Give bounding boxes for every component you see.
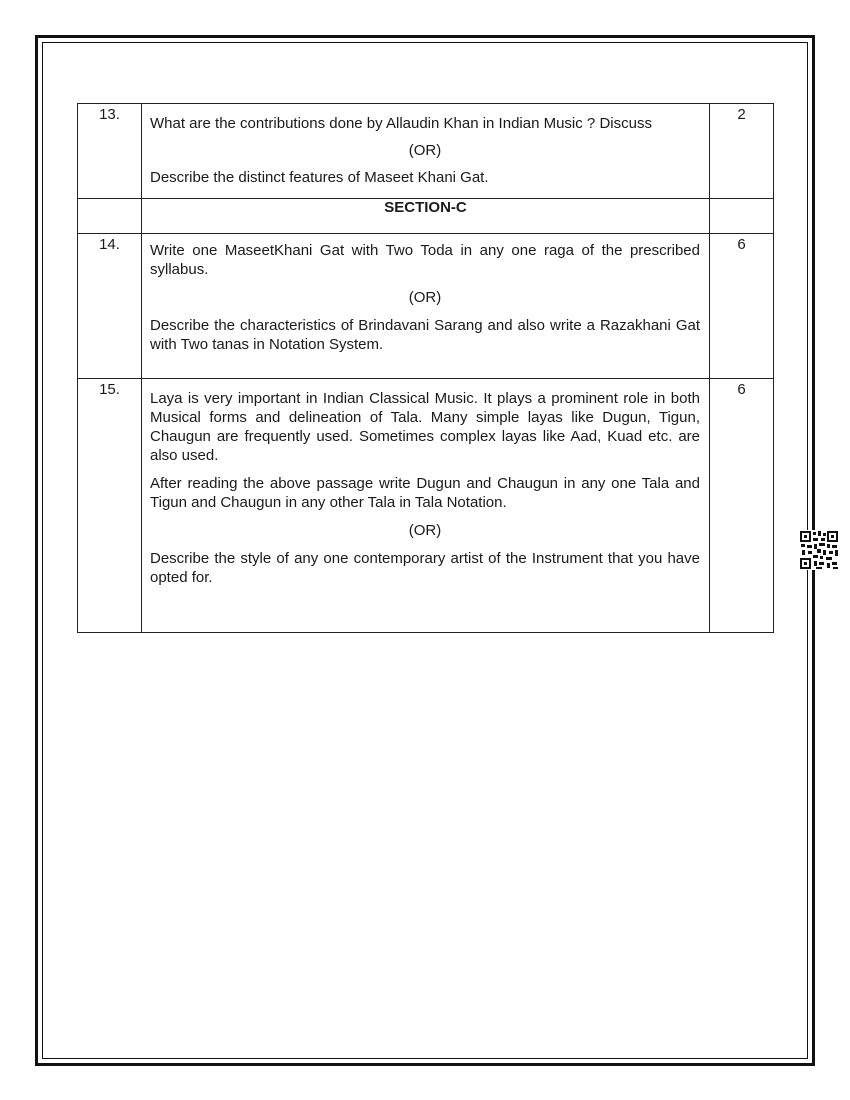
alternative-question-text: Describe the characteristics of Brindavani Sarang and also write a Razakhani Gat with Two tanas in Notation System. — [150, 317, 700, 353]
passage-text: Laya is very important in Indian Classical Music. It plays a prominent role in both Musical forms and delineation of Tala. Many simple layas like Dugun, Tigun, Chaugun are frequently used. Sometimes complex layas like Aad, Kuad etc. are also used. — [150, 390, 700, 464]
question-content — [142, 234, 710, 379]
question-row-14 — [78, 234, 774, 379]
question-text: Write one MaseetKhani Gat with Two Toda in any one raga of the prescribed syllabus. — [150, 242, 700, 278]
question-marks: 6 — [710, 379, 774, 633]
question-table — [77, 103, 774, 633]
question-number: 14. — [78, 234, 142, 379]
question-content — [142, 379, 710, 633]
question-text: After reading the above passage write Dugun and Chaugun in any one Tala and Tigun and Chaugun in any other Tala in Tala Notation. — [150, 475, 700, 511]
alternative-question-text: Describe the style of any one contemporary artist of the Instrument that you have opted for. — [150, 550, 700, 586]
question-number: 15. — [78, 379, 142, 633]
question-marks: 2 — [710, 104, 774, 199]
or-separator: (OR) — [408, 142, 442, 159]
question-content — [142, 104, 710, 199]
section-row — [78, 199, 774, 234]
qr-code-icon — [799, 530, 839, 570]
question-marks: 6 — [710, 234, 774, 379]
or-separator: (OR) — [408, 522, 442, 539]
alternative-question-text: Describe the distinct features of Maseet Khani Gat. — [150, 169, 489, 186]
question-row-13 — [78, 104, 774, 199]
question-number: 13. — [78, 104, 142, 199]
question-text: What are the contributions done by Allaudin Khan in Indian Music ? Discuss — [150, 115, 652, 132]
section-title: SECTION-C — [142, 199, 710, 234]
or-separator: (OR) — [408, 289, 442, 306]
question-row-15 — [78, 379, 774, 633]
